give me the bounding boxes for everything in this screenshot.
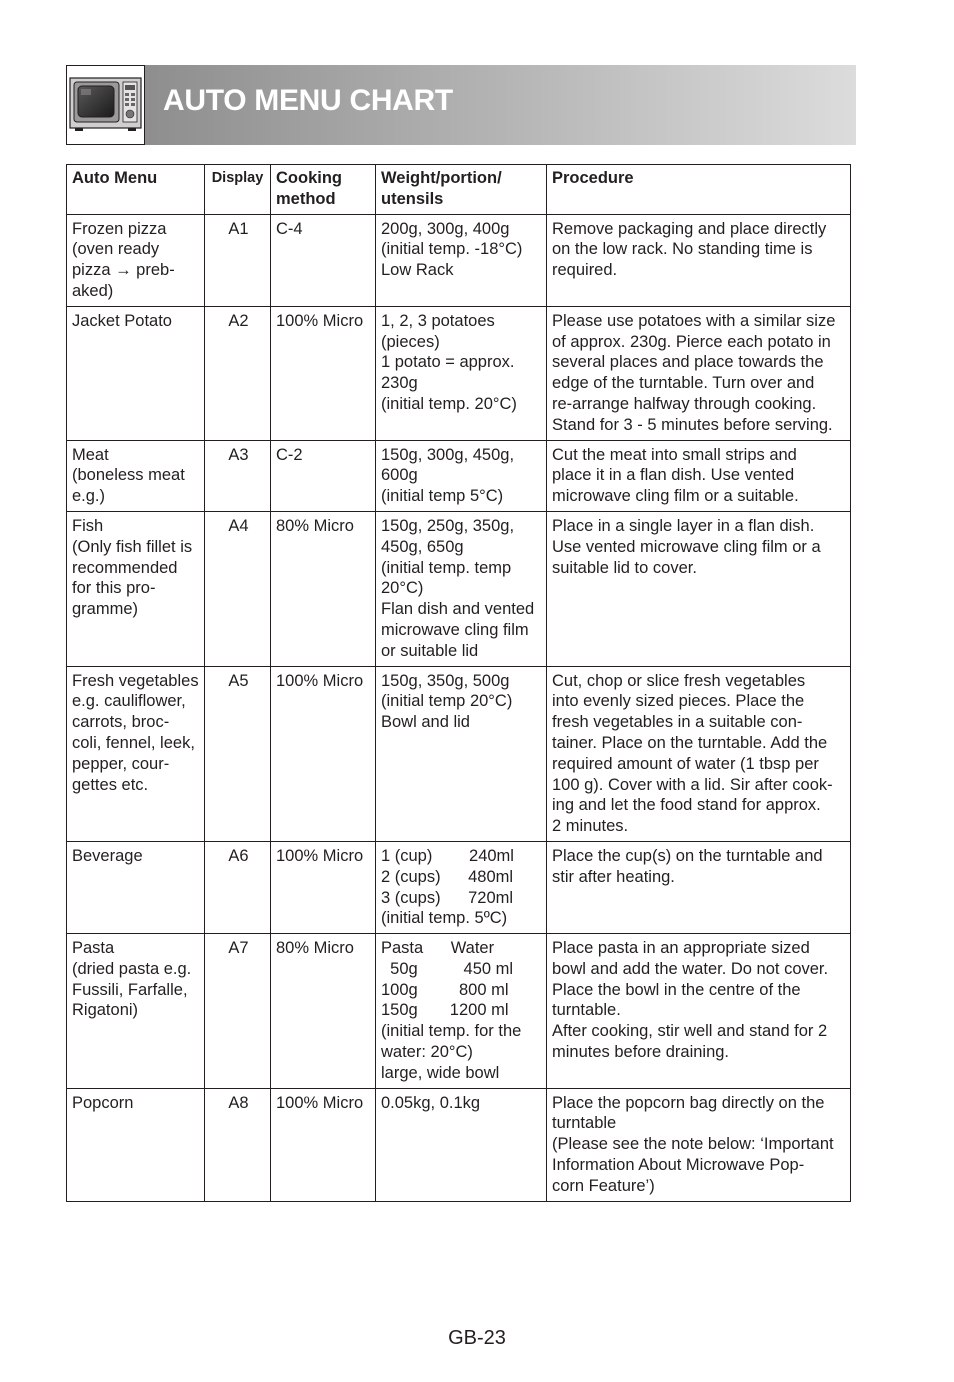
header-band bbox=[145, 65, 856, 145]
table-row bbox=[67, 666, 851, 841]
column-header-weight: Weight/portion/ utensils bbox=[376, 165, 547, 215]
display-cell: A7 bbox=[205, 934, 271, 1089]
display-cell: A2 bbox=[205, 306, 271, 440]
weight-cell: Pasta Water 50g 450 ml 100g 800 ml 150g 1200 ml (initial temp. for the water: 20°C) large, wide bowl bbox=[376, 934, 547, 1089]
menu-cell: Fresh vegetables e.g. cauliflower, carrots, broc- coli, fennel, leek, pepper, cour- gettes etc. bbox=[67, 666, 205, 841]
table-row bbox=[67, 1088, 851, 1201]
procedure-cell: Cut, chop or slice fresh vegetables into evenly sized pieces. Place the fresh vegetables in a suitable con- tainer. Place on the turntable. Add the required amount of water (1 tbsp per 100 g). Cover with a lid. Sir after cook- ing and let the food stand for approx. 2 minutes. bbox=[547, 666, 851, 841]
menu-cell: Pasta (dried pasta e.g. Fussili, Farfalle, Rigatoni) bbox=[67, 934, 205, 1089]
menu-cell: Jacket Potato bbox=[67, 306, 205, 440]
procedure-cell: Remove packaging and place directly on the low rack. No standing time is required. bbox=[547, 214, 851, 306]
method-cell: 100% Micro bbox=[271, 666, 376, 841]
menu-cell: Fish (Only fish fillet is recommended for this pro- gramme) bbox=[67, 511, 205, 666]
weight-cell: 200g, 300g, 400g (initial temp. -18°C) Low Rack bbox=[376, 214, 547, 306]
display-cell: A8 bbox=[205, 1088, 271, 1201]
weight-cell: 0.05kg, 0.1kg bbox=[376, 1088, 547, 1201]
procedure-cell: Please use potatoes with a similar size of approx. 230g. Pierce each potato in several places and place towards the edge of the turntable. Turn over and re-arrange halfway through cooking. Stand for 3 - 5 minutes before serving. bbox=[547, 306, 851, 440]
auto-menu-table bbox=[66, 164, 851, 1202]
procedure-cell: Place pasta in an appropriate sized bowl and add the water. Do not cover. Place the bowl in the centre of the turntable. After cooking, stir well and stand for 2 minutes before draining. bbox=[547, 934, 851, 1089]
procedure-cell: Place the popcorn bag directly on the turntable (Please see the note below: ‘Important Information About Microwave Pop- corn Feature’) bbox=[547, 1088, 851, 1201]
display-cell: A4 bbox=[205, 511, 271, 666]
column-header-procedure: Procedure bbox=[547, 165, 851, 215]
method-cell: C-2 bbox=[271, 440, 376, 511]
display-cell: A3 bbox=[205, 440, 271, 511]
method-cell: 100% Micro bbox=[271, 1088, 376, 1201]
weight-cell: 150g, 250g, 350g, 450g, 650g (initial temp. temp 20°C) Flan dish and vented microwave cling film or suitable lid bbox=[376, 511, 547, 666]
weight-cell: 150g, 300g, 450g, 600g (initial temp 5°C) bbox=[376, 440, 547, 511]
display-cell: A1 bbox=[205, 214, 271, 306]
method-cell: 80% Micro bbox=[271, 934, 376, 1089]
weight-cell: 150g, 350g, 500g (initial temp 20°C) Bowl and lid bbox=[376, 666, 547, 841]
procedure-cell: Place the cup(s) on the turntable and stir after heating. bbox=[547, 841, 851, 933]
column-header-cooking-method: Cooking method bbox=[271, 165, 376, 215]
menu-cell: Meat (boneless meat e.g.) bbox=[67, 440, 205, 511]
page-number: GB-23 bbox=[448, 1327, 506, 1349]
procedure-cell: Cut the meat into small strips and place it in a flan dish. Use vented microwave cling film or a suitable. bbox=[547, 440, 851, 511]
menu-cell: Frozen pizza (oven ready pizza → preb- aked) bbox=[67, 214, 205, 306]
display-cell: A5 bbox=[205, 666, 271, 841]
procedure-cell: Place in a single layer in a flan dish. Use vented microwave cling film or a suitable lid to cover. bbox=[547, 511, 851, 666]
table-header-row bbox=[67, 165, 851, 215]
column-header-auto-menu: Auto Menu bbox=[67, 165, 205, 215]
page-header bbox=[66, 65, 856, 145]
page-title: AUTO MENU CHART bbox=[163, 84, 453, 117]
microwave-oven-icon bbox=[66, 65, 145, 145]
method-cell: 100% Micro bbox=[271, 306, 376, 440]
table-row bbox=[67, 934, 851, 1089]
column-header-display: Display bbox=[205, 165, 271, 215]
weight-cell: 1, 2, 3 potatoes (pieces) 1 potato = approx. 230g (initial temp. 20°C) bbox=[376, 306, 547, 440]
table-row bbox=[67, 841, 851, 933]
method-cell: 80% Micro bbox=[271, 511, 376, 666]
table-row bbox=[67, 214, 851, 306]
weight-cell: 1 (cup) 240ml 2 (cups) 480ml 3 (cups) 720ml (initial temp. 5ºC) bbox=[376, 841, 547, 933]
table-row bbox=[67, 440, 851, 511]
table-row bbox=[67, 306, 851, 440]
display-cell: A6 bbox=[205, 841, 271, 933]
method-cell: C-4 bbox=[271, 214, 376, 306]
menu-cell: Popcorn bbox=[67, 1088, 205, 1201]
menu-cell: Beverage bbox=[67, 841, 205, 933]
method-cell: 100% Micro bbox=[271, 841, 376, 933]
table-row bbox=[67, 511, 851, 666]
